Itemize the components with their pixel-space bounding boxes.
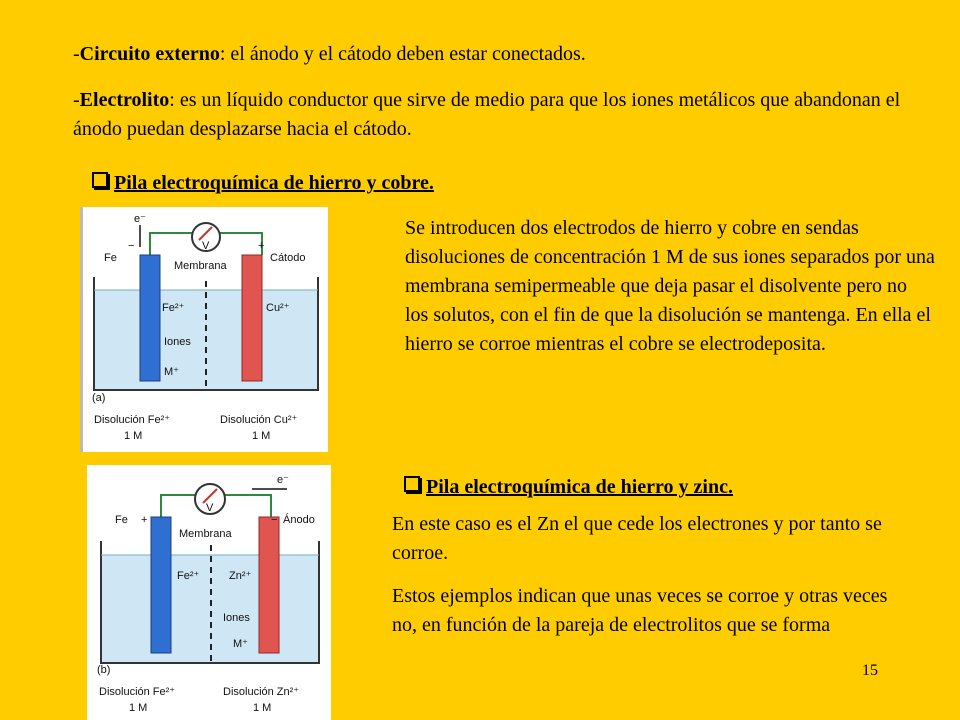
- term-circuito: Circuito externo: [79, 43, 220, 65]
- svg-text:1 M: 1 M: [253, 702, 272, 714]
- svg-text:Disolución Cu²⁺: Disolución Cu²⁺: [220, 414, 298, 426]
- svg-text:Disolución Zn²⁺: Disolución Zn²⁺: [223, 686, 300, 698]
- svg-text:Fe²⁺: Fe²⁺: [177, 570, 200, 582]
- label-catodo: Cátodo: [270, 252, 306, 264]
- zinc-electrode: [259, 517, 279, 653]
- paragraph-circuito: -Circuito externo: el ánodo y el cátodo deben estar conectados.: [73, 43, 586, 65]
- svg-text:Zn²⁺: Zn²⁺: [229, 570, 252, 582]
- figure-fe-cu-cell: [80, 207, 328, 452]
- svg-text:e⁻: e⁻: [134, 213, 146, 225]
- svg-text:(a): (a): [92, 392, 106, 404]
- svg-text:Fe²⁺: Fe²⁺: [162, 302, 185, 314]
- label-fe: Fe: [115, 514, 128, 526]
- svg-text:1 M: 1 M: [124, 430, 143, 442]
- page-number: 15: [862, 662, 878, 679]
- section-title-fe-zn: Pila electroquímica de hierro y zinc.: [404, 476, 733, 499]
- iron-electrode: [140, 255, 160, 381]
- label-membrana: Membrana: [174, 260, 227, 272]
- svg-text:Cu²⁺: Cu²⁺: [266, 302, 290, 314]
- svg-text:(b): (b): [97, 664, 111, 676]
- svg-text:+: +: [141, 514, 148, 526]
- figure-fe-zn-cell: [87, 465, 331, 720]
- label-membrana: Membrana: [179, 528, 232, 540]
- svg-text:−: −: [271, 514, 278, 526]
- section2-body-2: Estos ejemplos indican que unas veces se corroe y otras veces no, en función de la pareja de electrolitos que se forma: [392, 585, 888, 636]
- label-anodo: Ánodo: [283, 514, 315, 526]
- term-electrolito: Electrolito: [79, 89, 170, 111]
- paragraph-electrolito: -Electrolito: es un líquido conductor que sirve de medio para que los iones metálicos que abandonan el ánodo puedan desplazarse hacia el cátodo.: [73, 89, 901, 140]
- svg-text:−: −: [128, 240, 135, 252]
- svg-text:V: V: [202, 240, 210, 252]
- svg-text:Iones: Iones: [223, 612, 250, 624]
- svg-text:M⁺: M⁺: [233, 638, 248, 650]
- svg-text:1 M: 1 M: [252, 430, 271, 442]
- svg-text:Disolución Fe²⁺: Disolución Fe²⁺: [99, 686, 176, 698]
- copper-electrode: [242, 255, 262, 381]
- iron-electrode: [151, 517, 171, 653]
- svg-text:Disolución Fe²⁺: Disolución Fe²⁺: [94, 414, 171, 426]
- section1-body: Se introducen dos electrodos de hierro y cobre en sendas disoluciones de concentración 1 M de sus iones separados por una membrana semipermeable que deja pasar el disolvente pero no los solutos, con el fin de que la disolución se mantenga. En ella el hierro se corroe mientras el cobre se electrodeposita.: [405, 217, 935, 355]
- svg-text:1 M: 1 M: [129, 702, 148, 714]
- svg-text:Iones: Iones: [164, 336, 191, 348]
- label-fe: Fe: [104, 252, 117, 264]
- checkbox-bullet-icon: [92, 172, 108, 188]
- svg-text:V: V: [206, 502, 214, 514]
- checkbox-bullet-icon: [404, 476, 420, 492]
- svg-text:M⁺: M⁺: [164, 366, 179, 378]
- svg-text:e⁻: e⁻: [277, 474, 289, 486]
- svg-text:+: +: [258, 240, 265, 252]
- section2-body-1: En este caso es el Zn el que cede los electrones y por tanto se corroe.: [392, 513, 882, 564]
- section-title-fe-cu: Pila electroquímica de hierro y cobre.: [92, 172, 434, 195]
